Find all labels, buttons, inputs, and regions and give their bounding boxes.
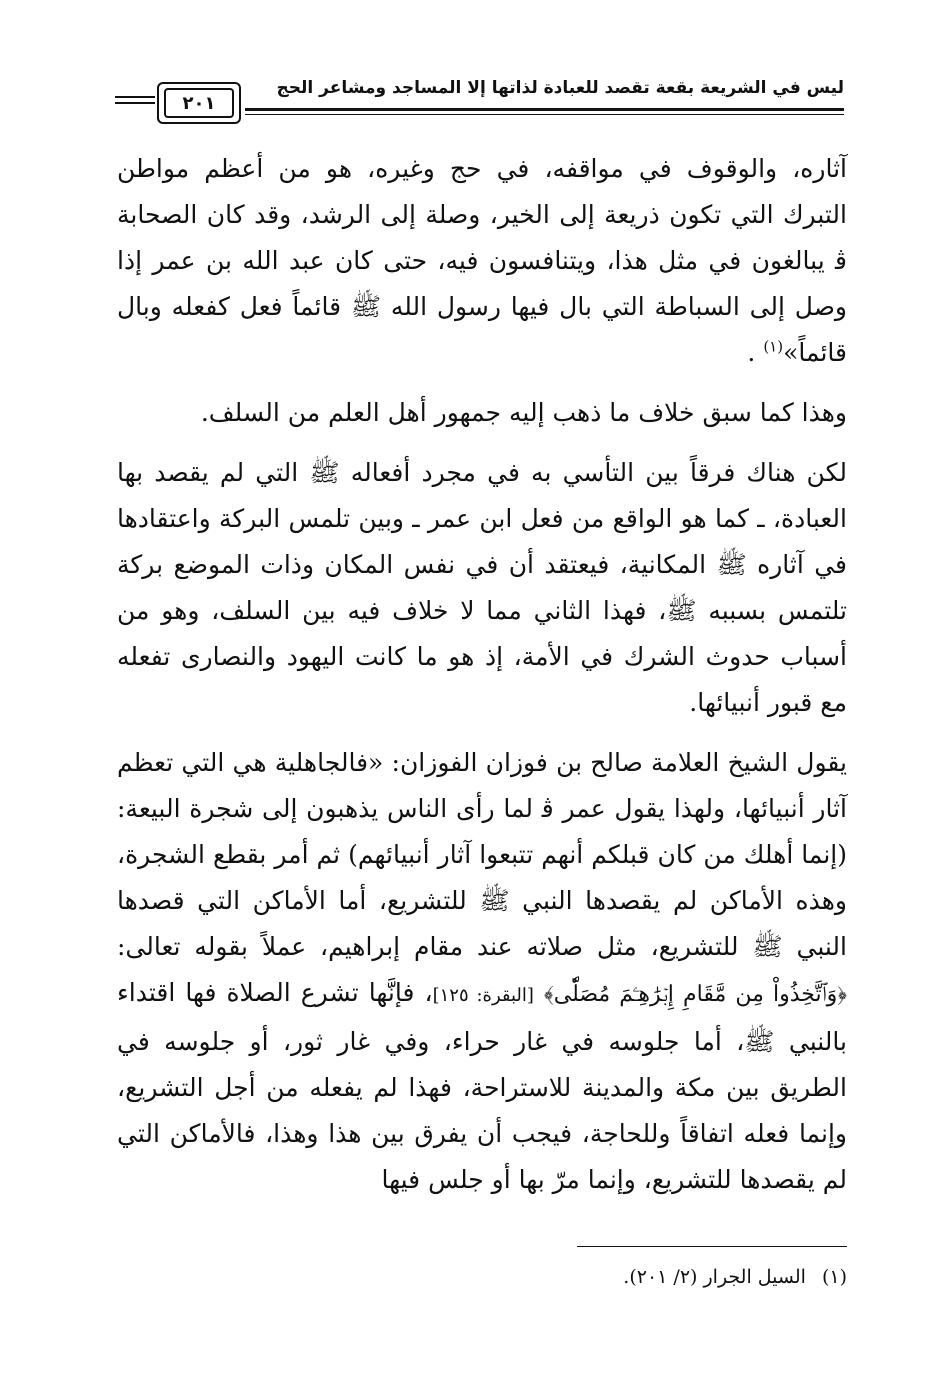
footnote-1	[117, 1262, 847, 1292]
main-text	[117, 146, 847, 1217]
paragraph-4-text-a: يقول الشيخ العلامة صالح بن فوزان الفوزان: «فالجاهلية هي التي تعظم آثار أنبيائها، ولهذا يقول عمر ﭬ لما رأى الناس يذهبون إلى شجرة البيعة: (إنما أهلك من كان قبلكم أنهم تتبعوا آثار أنبيائهم) ثم أمر بقطع الشجرة، وهذه الأماكن لم يقصدها النبي ﷺ للتشريع، أما الأماكن التي قصدها النبي ﷺ للتشريع، مثل صلاته عند مقام إبراهيم، عملاً بقوله تعالى:	[117, 748, 847, 961]
page-number: ٢٠١	[164, 88, 234, 118]
page-number-frame	[157, 82, 241, 124]
footnote-ref-1: (١)	[763, 337, 784, 356]
paragraph-1-end: .	[747, 338, 756, 367]
footnote-separator	[577, 1246, 847, 1247]
paragraph-4	[117, 740, 847, 1203]
running-title: ليس في الشريعة بقعة تقصد للعبادة لذاتها إلا المساجد ومشاعر الحج	[276, 78, 844, 98]
header-rule-thin	[245, 114, 844, 115]
paragraph-2: وهذا كما سبق خلاف ما ذهب إليه جمهور أهل العلم من السلف.	[200, 398, 847, 427]
header-left-rules	[115, 96, 155, 108]
verse-reference: [البقرة: ١٢٥]	[432, 985, 534, 1006]
running-header	[115, 68, 844, 128]
header-rule-thick	[245, 108, 844, 111]
footnote-text: السيل الجرار (٢/ ٢٠١).	[623, 1266, 806, 1288]
paragraph-4-text-b: ، فإنَّها تشرع الصلاة فها اقتداء بالنبي ﷺ، أما جلوسه في غار حراء، وفي غار ثور، أو جلوسه في الطريق بين مكة والمدينة للاستراحة، فهذا لم يفعله من أجل التشريع، وإنما فعله اتفاقاً وللحاجة، فيجب أن يفرق بين هذا وهذا، فالأماكن التي لم يقصدها للتشريع، وإنما مرّ بها أو جلس فيها	[117, 978, 847, 1194]
paragraph-3: لكن هناك فرقاً بين التأسي به في مجرد أفعاله ﷺ التي لم يقصد بها العبادة، ـ كما هو الواقع من فعل ابن عمر ـ وبين تلمس البركة واعتقادها في آثاره ﷺ المكانية، فيعتقد أن في نفس المكان وذات الموضع بركة تلتمس بسببه ﷺ، فهذا الثاني مما لا خلاف فيه بين السلف، وهو من أسباب حدوث الشرك في الأمة، إذ هو ما كانت اليهود والنصارى تفعله مع قبور أنبيائها.	[117, 458, 847, 717]
paragraph-1-text: آثاره، والوقوف في مواقفه، في حج وغيره، هو من أعظم مواطن التبرك التي تكون ذريعة إلى الخير، وصلة إلى الرشد، وقد كان الصحابة ﭬ يبالغون في مثل هذا، ويتنافسون فيه، حتى كان عبد الله بن عمر إذا وصل إلى السباطة التي بال فيها رسول الله ﷺ قائماً فعل كفعله وبال قائماً»	[117, 154, 847, 367]
quran-verse: ﴿وَٱتَّخِذُواْ مِن مَّقَامِ إِبۡرَٰهِـۧمَ مُصَلّٗى﴾	[543, 982, 847, 1007]
paragraph-1	[117, 146, 847, 376]
footnote-number: (١)	[821, 1266, 847, 1288]
